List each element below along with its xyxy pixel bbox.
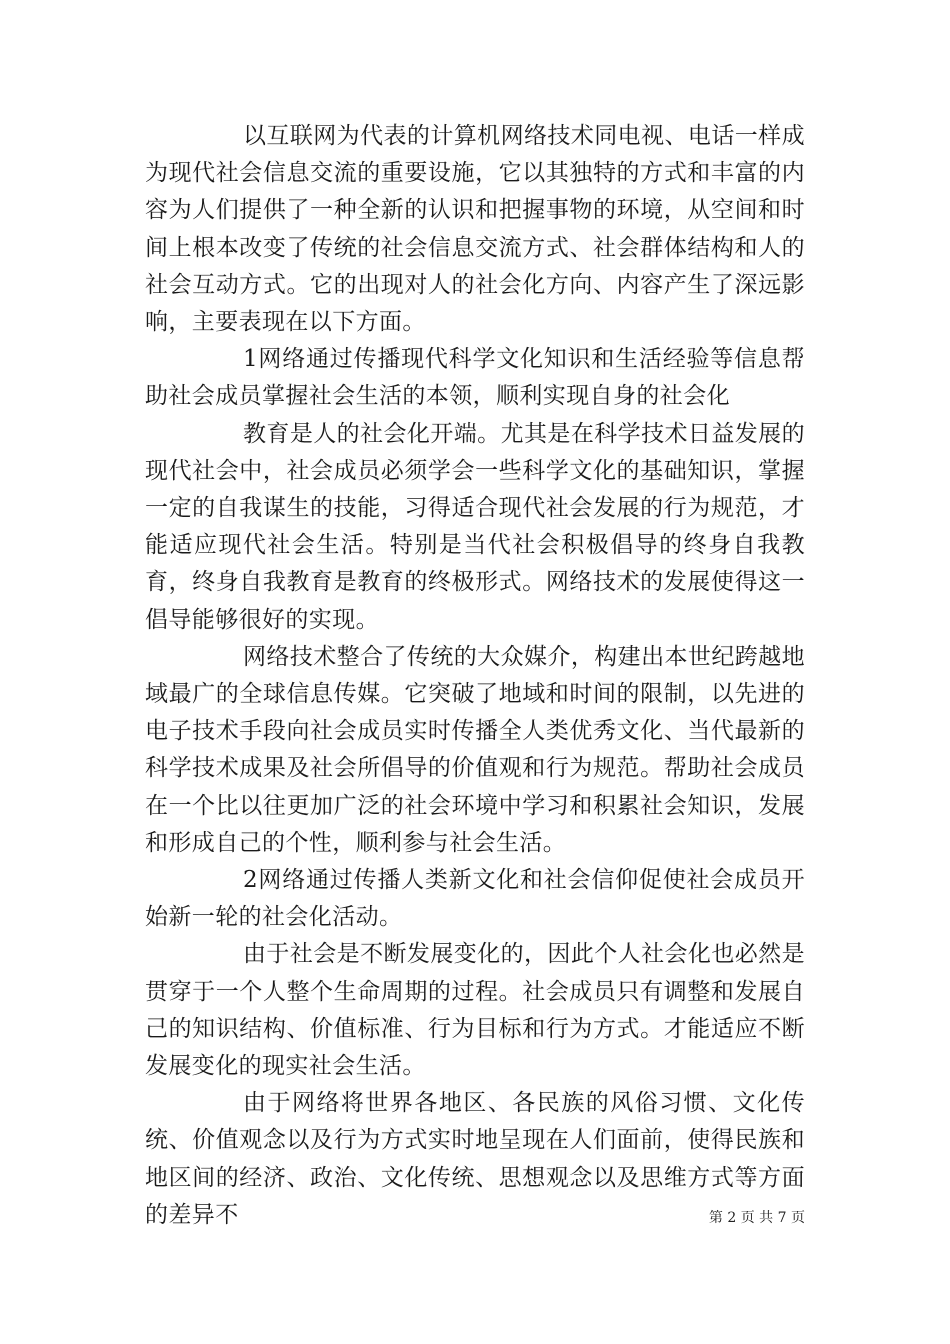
paragraph-cultural-difference: 由于网络将世界各地区、各民族的风俗习惯、文化传统、价值观念以及行为方式实时地呈现在人们面前，使得民族和地区间的经济、政治、文化传统、思想观念以及思维方式等方面的差异不 [145,1090,805,1228]
page-number-footer: 第 2 页 共 7 页 [708,1210,805,1226]
paragraph-network-media: 网络技术整合了传统的大众媒介，构建出本世纪跨越地域最广的全球信息传媒。它突破了地域和时间的限制，以先进的电子技术手段向社会成员实时传播全人类优秀文化、当代最新的科学技术成果及社会所倡导的价值观和行为规范。帮助社会成员在一个比以往更加广泛的社会环境中学习和积累社会知识，发展和形成自己的个性，顺利参与社会生活。 [145,643,805,856]
section-heading-1: 1网络通过传播现代科学文化知识和生活经验等信息帮助社会成员掌握社会生活的本领，顺利实现自身的社会化 [145,346,805,410]
paragraph-intro: 以互联网为代表的计算机网络技术同电视、电话一样成为现代社会信息交流的重要设施，它以其独特的方式和丰富的内容为人们提供了一种全新的认识和把握事物的环境，从空间和时间上根本改变了传统的社会信息交流方式、社会群体结构和人的社会互动方式。它的出现对人的社会化方向、内容产生了深远影响，主要表现在以下方面。 [145,123,805,336]
document-body [145,118,805,1234]
paragraph-education: 教育是人的社会化开端。尤其是在科学技术日益发展的现代社会中，社会成员必须学会一些科学文化的基础知识，掌握一定的自我谋生的技能，习得适合现代社会发展的行为规范，才能适应现代社会生活。特别是当代社会积极倡导的终身自我教育，终身自我教育是教育的终极形式。网络技术的发展使得这一倡导能够很好的实现。 [145,420,805,633]
section-heading-2: 2网络通过传播人类新文化和社会信仰促使社会成员开始新一轮的社会化活动。 [145,867,805,931]
paragraph-lifelong-socialization: 由于社会是不断发展变化的，因此个人社会化也必然是贯穿于一个人整个生命周期的过程。社会成员只有调整和发展自己的知识结构、价值标准、行为目标和行为方式。才能适应不断发展变化的现实社会生活。 [145,941,805,1080]
